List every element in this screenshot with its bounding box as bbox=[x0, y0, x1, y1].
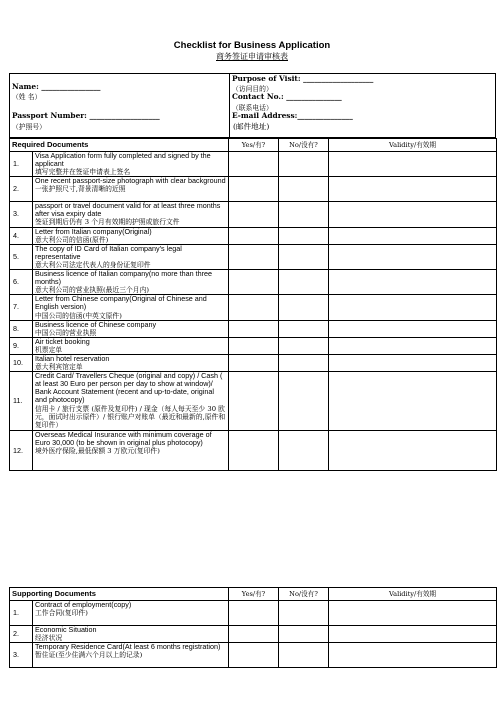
no-cell[interactable] bbox=[279, 295, 329, 320]
document-description bbox=[33, 372, 229, 431]
document-name-en: Letter from Chinese company(Original of Chinese and English version) bbox=[35, 294, 207, 312]
document-name-cn: 机票定单 bbox=[35, 345, 63, 354]
purpose-cn-label: （访问目的） bbox=[232, 85, 273, 93]
validity-cell[interactable] bbox=[329, 431, 497, 471]
validity-cell[interactable] bbox=[329, 202, 497, 227]
required-yes-header: Yes/有? bbox=[229, 139, 279, 152]
applicant-info-box bbox=[9, 73, 496, 138]
yes-cell[interactable] bbox=[229, 372, 279, 431]
no-cell[interactable] bbox=[279, 320, 329, 337]
no-cell[interactable] bbox=[279, 643, 329, 668]
validity-cell[interactable] bbox=[329, 270, 497, 295]
supporting-header-row bbox=[10, 588, 497, 601]
row-number: 3. bbox=[10, 202, 33, 227]
document-name-en: One recent passport-size photograph with clear background bbox=[35, 176, 226, 186]
document-name-en: Visa Application form fully completed and signed by the applicant bbox=[35, 151, 211, 169]
document-name-cn: 一张护照尺寸,背景清晰的近照 bbox=[35, 185, 126, 194]
required-documents-table bbox=[9, 138, 497, 471]
document-name-cn: 意大利公司的信函(原件) bbox=[35, 235, 109, 244]
document-name-cn: 中国公司的营业执照 bbox=[35, 328, 97, 337]
passport-label: Passport Number: ___________________ bbox=[12, 111, 160, 120]
no-cell[interactable] bbox=[279, 270, 329, 295]
required-no-header: No/没有? bbox=[279, 139, 329, 152]
document-name-en: Temporary Residence Card(At least 6 months registration) bbox=[35, 642, 221, 652]
contact-cn-label: （联系电话） bbox=[232, 104, 273, 112]
no-cell[interactable] bbox=[279, 202, 329, 227]
row-number: 5. bbox=[10, 244, 33, 269]
document-name-cn: 暂住证(至少住满六个月以上的记录) bbox=[35, 651, 143, 660]
table-row bbox=[10, 244, 497, 269]
validity-cell[interactable] bbox=[329, 320, 497, 337]
email-label: E-mail Address:_______________ bbox=[232, 111, 353, 120]
name-cn-label: （姓 名） bbox=[12, 93, 42, 101]
row-number: 1. bbox=[10, 152, 33, 177]
document-description bbox=[33, 354, 229, 371]
applicant-info-left bbox=[10, 74, 230, 137]
document-name-en: The copy of ID Card of Italian company's legal representative bbox=[35, 244, 182, 261]
table-row bbox=[10, 354, 497, 371]
row-number: 11. bbox=[10, 372, 33, 431]
yes-cell[interactable] bbox=[229, 431, 279, 471]
document-description bbox=[33, 177, 229, 202]
row-number: 3. bbox=[10, 643, 33, 668]
row-number: 12. bbox=[10, 431, 33, 471]
row-number: 7. bbox=[10, 295, 33, 320]
table-row bbox=[10, 372, 497, 431]
yes-cell[interactable] bbox=[229, 244, 279, 269]
applicant-info-right bbox=[229, 74, 495, 137]
yes-cell[interactable] bbox=[229, 354, 279, 371]
document-name-en: Economic Situation bbox=[35, 625, 97, 634]
no-cell[interactable] bbox=[279, 354, 329, 371]
document-name-cn: 签证到期后仍有 3 个月有效期的护照或旅行文件 bbox=[35, 218, 180, 227]
yes-cell[interactable] bbox=[229, 152, 279, 177]
row-number: 9. bbox=[10, 337, 33, 354]
document-description bbox=[33, 320, 229, 337]
validity-cell[interactable] bbox=[329, 643, 497, 668]
table-row bbox=[10, 601, 497, 626]
document-name-cn: 填写完整并在签证申请表上签名 bbox=[35, 168, 131, 177]
validity-cell[interactable] bbox=[329, 372, 497, 431]
row-number: 2. bbox=[10, 626, 33, 643]
document-description bbox=[33, 626, 229, 643]
no-cell[interactable] bbox=[279, 177, 329, 202]
validity-cell[interactable] bbox=[329, 152, 497, 177]
required-validity-header: Validity/有效期 bbox=[329, 139, 497, 152]
table-row bbox=[10, 270, 497, 295]
document-name-cn: 意大利宾馆定单 bbox=[35, 363, 83, 372]
document-description bbox=[33, 227, 229, 244]
document-description bbox=[33, 152, 229, 177]
document-name-en: Air ticket booking bbox=[35, 337, 90, 346]
row-number: 1. bbox=[10, 601, 33, 626]
supporting-no-header: No/没有? bbox=[279, 588, 329, 601]
document-name-en: passport or travel document valid for at least three months after visa expiry date bbox=[35, 201, 221, 219]
table-row bbox=[10, 295, 497, 320]
document-description bbox=[33, 244, 229, 269]
table-row bbox=[10, 202, 497, 227]
document-name-en: Business licence of Chinese company bbox=[35, 320, 157, 329]
document-name-cn: 意大利公司法定代表人的身份证复印件 bbox=[35, 260, 151, 269]
no-cell[interactable] bbox=[279, 244, 329, 269]
validity-cell[interactable] bbox=[329, 626, 497, 643]
validity-cell[interactable] bbox=[329, 244, 497, 269]
document-description bbox=[33, 202, 229, 227]
email-cn-label: (邮件地址) bbox=[233, 122, 270, 131]
document-name-cn: 工作合同(复印件) bbox=[35, 609, 88, 618]
yes-cell[interactable] bbox=[229, 320, 279, 337]
purpose-label: Purpose of Visit: ___________________ bbox=[232, 74, 374, 83]
no-cell[interactable] bbox=[279, 337, 329, 354]
table-row bbox=[10, 227, 497, 244]
validity-cell[interactable] bbox=[329, 601, 497, 626]
document-description bbox=[33, 431, 229, 471]
table-row bbox=[10, 177, 497, 202]
row-number: 6. bbox=[10, 270, 33, 295]
validity-cell[interactable] bbox=[329, 177, 497, 202]
yes-cell[interactable] bbox=[229, 643, 279, 668]
table-row bbox=[10, 626, 497, 643]
subtitle-text: 商务签证申请审核表 bbox=[216, 52, 288, 61]
document-name-cn: 信用卡 / 旅行支票 (原件及复印件) / 现金（每人每天至少 30 欧元，面试时出示原件）/ 银行账户对账单（最近和最新的,原件和复印件） bbox=[35, 404, 226, 429]
page-title: Checklist for Business Application bbox=[173, 40, 331, 51]
document-name-en: Letter from Italian company(Original) bbox=[35, 227, 152, 236]
document-name-cn: 境外医疗保险,最低保额 3 万欧元(复印件) bbox=[35, 447, 160, 456]
yes-cell[interactable] bbox=[229, 601, 279, 626]
no-cell[interactable] bbox=[279, 601, 329, 626]
supporting-heading: Supporting Documents bbox=[10, 588, 229, 601]
required-header-row bbox=[10, 139, 497, 152]
yes-cell[interactable] bbox=[229, 177, 279, 202]
validity-cell[interactable] bbox=[329, 354, 497, 371]
name-label: Name: ________________ bbox=[12, 82, 101, 91]
row-number: 2. bbox=[10, 177, 33, 202]
yes-cell[interactable] bbox=[229, 337, 279, 354]
document-description bbox=[33, 270, 229, 295]
table-row bbox=[10, 320, 497, 337]
supporting-documents-table bbox=[9, 587, 497, 668]
document-description bbox=[33, 295, 229, 320]
row-number: 8. bbox=[10, 320, 33, 337]
document-description bbox=[33, 643, 229, 668]
document-name-en: Overseas Medical Insurance with minimum coverage of Euro 30,000 (to be shown in original plus photocopy) bbox=[35, 430, 212, 448]
no-cell[interactable] bbox=[279, 431, 329, 471]
document-description bbox=[33, 601, 229, 626]
document-name-cn: 意大利公司的营业执照(最近三个月内) bbox=[35, 286, 150, 295]
table-row bbox=[10, 337, 497, 354]
supporting-yes-header: Yes/有? bbox=[229, 588, 279, 601]
document-description bbox=[33, 337, 229, 354]
contact-label: Contact No.: _______________ bbox=[232, 92, 342, 101]
row-number: 4. bbox=[10, 227, 33, 244]
yes-cell[interactable] bbox=[229, 270, 279, 295]
yes-cell[interactable] bbox=[229, 227, 279, 244]
no-cell[interactable] bbox=[279, 626, 329, 643]
no-cell[interactable] bbox=[279, 227, 329, 244]
document-name-en: Italian hotel reservation bbox=[35, 354, 110, 363]
row-number: 10. bbox=[10, 354, 33, 371]
yes-cell[interactable] bbox=[229, 295, 279, 320]
document-name-en: Business licence of Italian company(no more than three months) bbox=[35, 269, 212, 287]
document-name-cn: 经济状况 bbox=[35, 634, 63, 643]
document-name-en: Credit Card/ Travellers Cheque (original and copy) / Cash ( at least 30 Euro per person per day to show at window)/ Bank Account Statement (recent and up-to-date, original and photocopy) bbox=[35, 371, 223, 405]
no-cell[interactable] bbox=[279, 152, 329, 177]
required-heading: Required Documents bbox=[10, 139, 229, 152]
validity-cell[interactable] bbox=[329, 337, 497, 354]
validity-cell[interactable] bbox=[329, 295, 497, 320]
validity-cell[interactable] bbox=[329, 227, 497, 244]
passport-cn-label: （护照号） bbox=[12, 123, 46, 131]
table-row bbox=[10, 431, 497, 471]
no-cell[interactable] bbox=[279, 372, 329, 431]
page-subtitle bbox=[0, 51, 504, 62]
yes-cell[interactable] bbox=[229, 626, 279, 643]
document-name-cn: 中国公司的信函(中英文原件) bbox=[35, 311, 122, 320]
supporting-validity-header: Validity/有效期 bbox=[329, 588, 497, 601]
table-row bbox=[10, 643, 497, 668]
yes-cell[interactable] bbox=[229, 202, 279, 227]
document-name-en: Contract of employment(copy) bbox=[35, 600, 132, 609]
table-row bbox=[10, 152, 497, 177]
